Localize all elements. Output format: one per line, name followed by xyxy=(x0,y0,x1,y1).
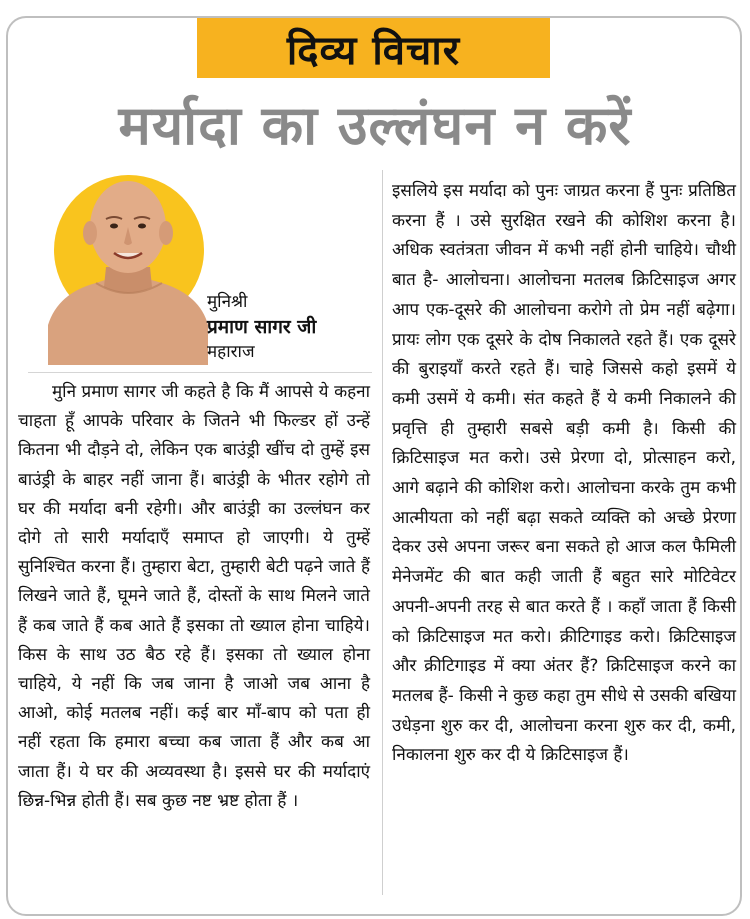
section-divider xyxy=(28,372,372,373)
byline-suffix: महाराज xyxy=(207,342,255,362)
article-right-column xyxy=(392,177,736,771)
author-name: प्रमाण सागर जी xyxy=(207,316,317,338)
byline-prefix: मुनिश्री xyxy=(207,292,248,312)
left-column-text: मुनि प्रमाण सागर जी कहते है कि मैं आपसे ये कहना चाहता हूँ आपके परिवार के जितने भी फिल्डर हों उन्हें कितना भी दौड़ने दो, लेकिन एक बाउंड्री खींच दो तुम्हें इस बाउंड्री के बाहर नहीं जाना हैं। बाउंड्री के भीतर रहोगे तो घर की मर्यादा बनी रहेगी। और बाउंड्री का उल्लंघन कर दोगे तो सारी मर्यादाएँ समाप्त हो जाएगी। ये तुम्हें सुनिश्चित करना हैं। तुम्हारा बेटा, तुम्हारी बेटी पढ़ने जाते हैं लिखने जाते हैं, घूमने जाते हैं, दोस्तों के साथ मिलने जाते हैं कब जाते हैं कब आते हैं इसका तो ख्याल होना चाहिये। किस के साथ उठ बैठ रहे हैं। इसका तो ख्याल होना चाहिये, ये नहीं कि जब जाना है जाओ जब आना है आओ, कोई मतलब नहीं। कई बार माँ-बाप को पता ही नहीं रहता कि हमारा बच्चा कब जाता हैं और कब आ जाता हैं। ये घर की अव्यवस्था है। इससे घर की मर्यादाएं छिन्न-भिन्न होती हैं। सब कुछ नष्ट भ्रष्ट होता हैं । xyxy=(18,382,370,811)
author-byline xyxy=(207,290,316,365)
right-column-text: इसलिये इस मर्यादा को पुनः जाग्रत करना हैं पुनः प्रतिष्ठित करना हैं । उसे सुरक्षित रखने की कोशिश करना है। अधिक स्वतंत्रता जीवन में कभी नहीं होनी चाहिये। चौथी बात है- आलोचना। आलोचना मतलब क्रिटिसाइज अगर आप एक-दूसरे की आलोचना करोगे तो प्रेम नहीं बढ़ेगा। प्रायः लोग एक दूसरे के दोष निकालते रहते हैं। एक दूसरे की बुराइयाँ करते रहते हैं। चाहे जिससे कहो इसमें ये कमी उसमें ये कमी। संत कहते हैं ये कमी निकालने की प्रवृत्ति ही तुम्हारी सबसे बड़ी कमी है। किसी की क्रिटिसाइज मत करो। उसे प्रेरणा दो, प्रोत्साहन करो, आगे बढ़ाने की कोशिश करो। आलोचना करके तुम कभी आत्मीयता को नहीं बढ़ा सकते व्यक्ति को अच्छे प्रेरणा देकर उसे अपना जरूर बना सकते हो आज कल फैमिली मेनेजमेंट की बात कही जाती हैं बहुत सारे मोटिवेटर अपनी-अपनी तरह से बात करते हैं । कहाँ जाता हैं किसी को क्रिटिसाइज मत करो। क्रीटिगाइड करो। क्रिटिसाइज और क्रीटिगाइड में क्या अंतर हैं? क्रिटिसाइज करने का मतलब हैं- किसी ने कुछ कहा तुम सीधे से उसकी बखिया उधेड़ना शुरु कर दी, आलोचना करना शुरु कर दी, कमी, निकालना शुरु कर दी ये क्रिटिसाइज हैं। xyxy=(392,181,736,766)
column-divider xyxy=(382,170,383,895)
monk-portrait-icon xyxy=(48,175,208,365)
article-left-column xyxy=(18,378,370,816)
section-title: दिव्य विचार xyxy=(286,27,461,74)
author-portrait xyxy=(48,175,208,365)
headline: मर्यादा का उल्लंघन न करें xyxy=(118,94,632,157)
section-banner xyxy=(197,18,550,78)
